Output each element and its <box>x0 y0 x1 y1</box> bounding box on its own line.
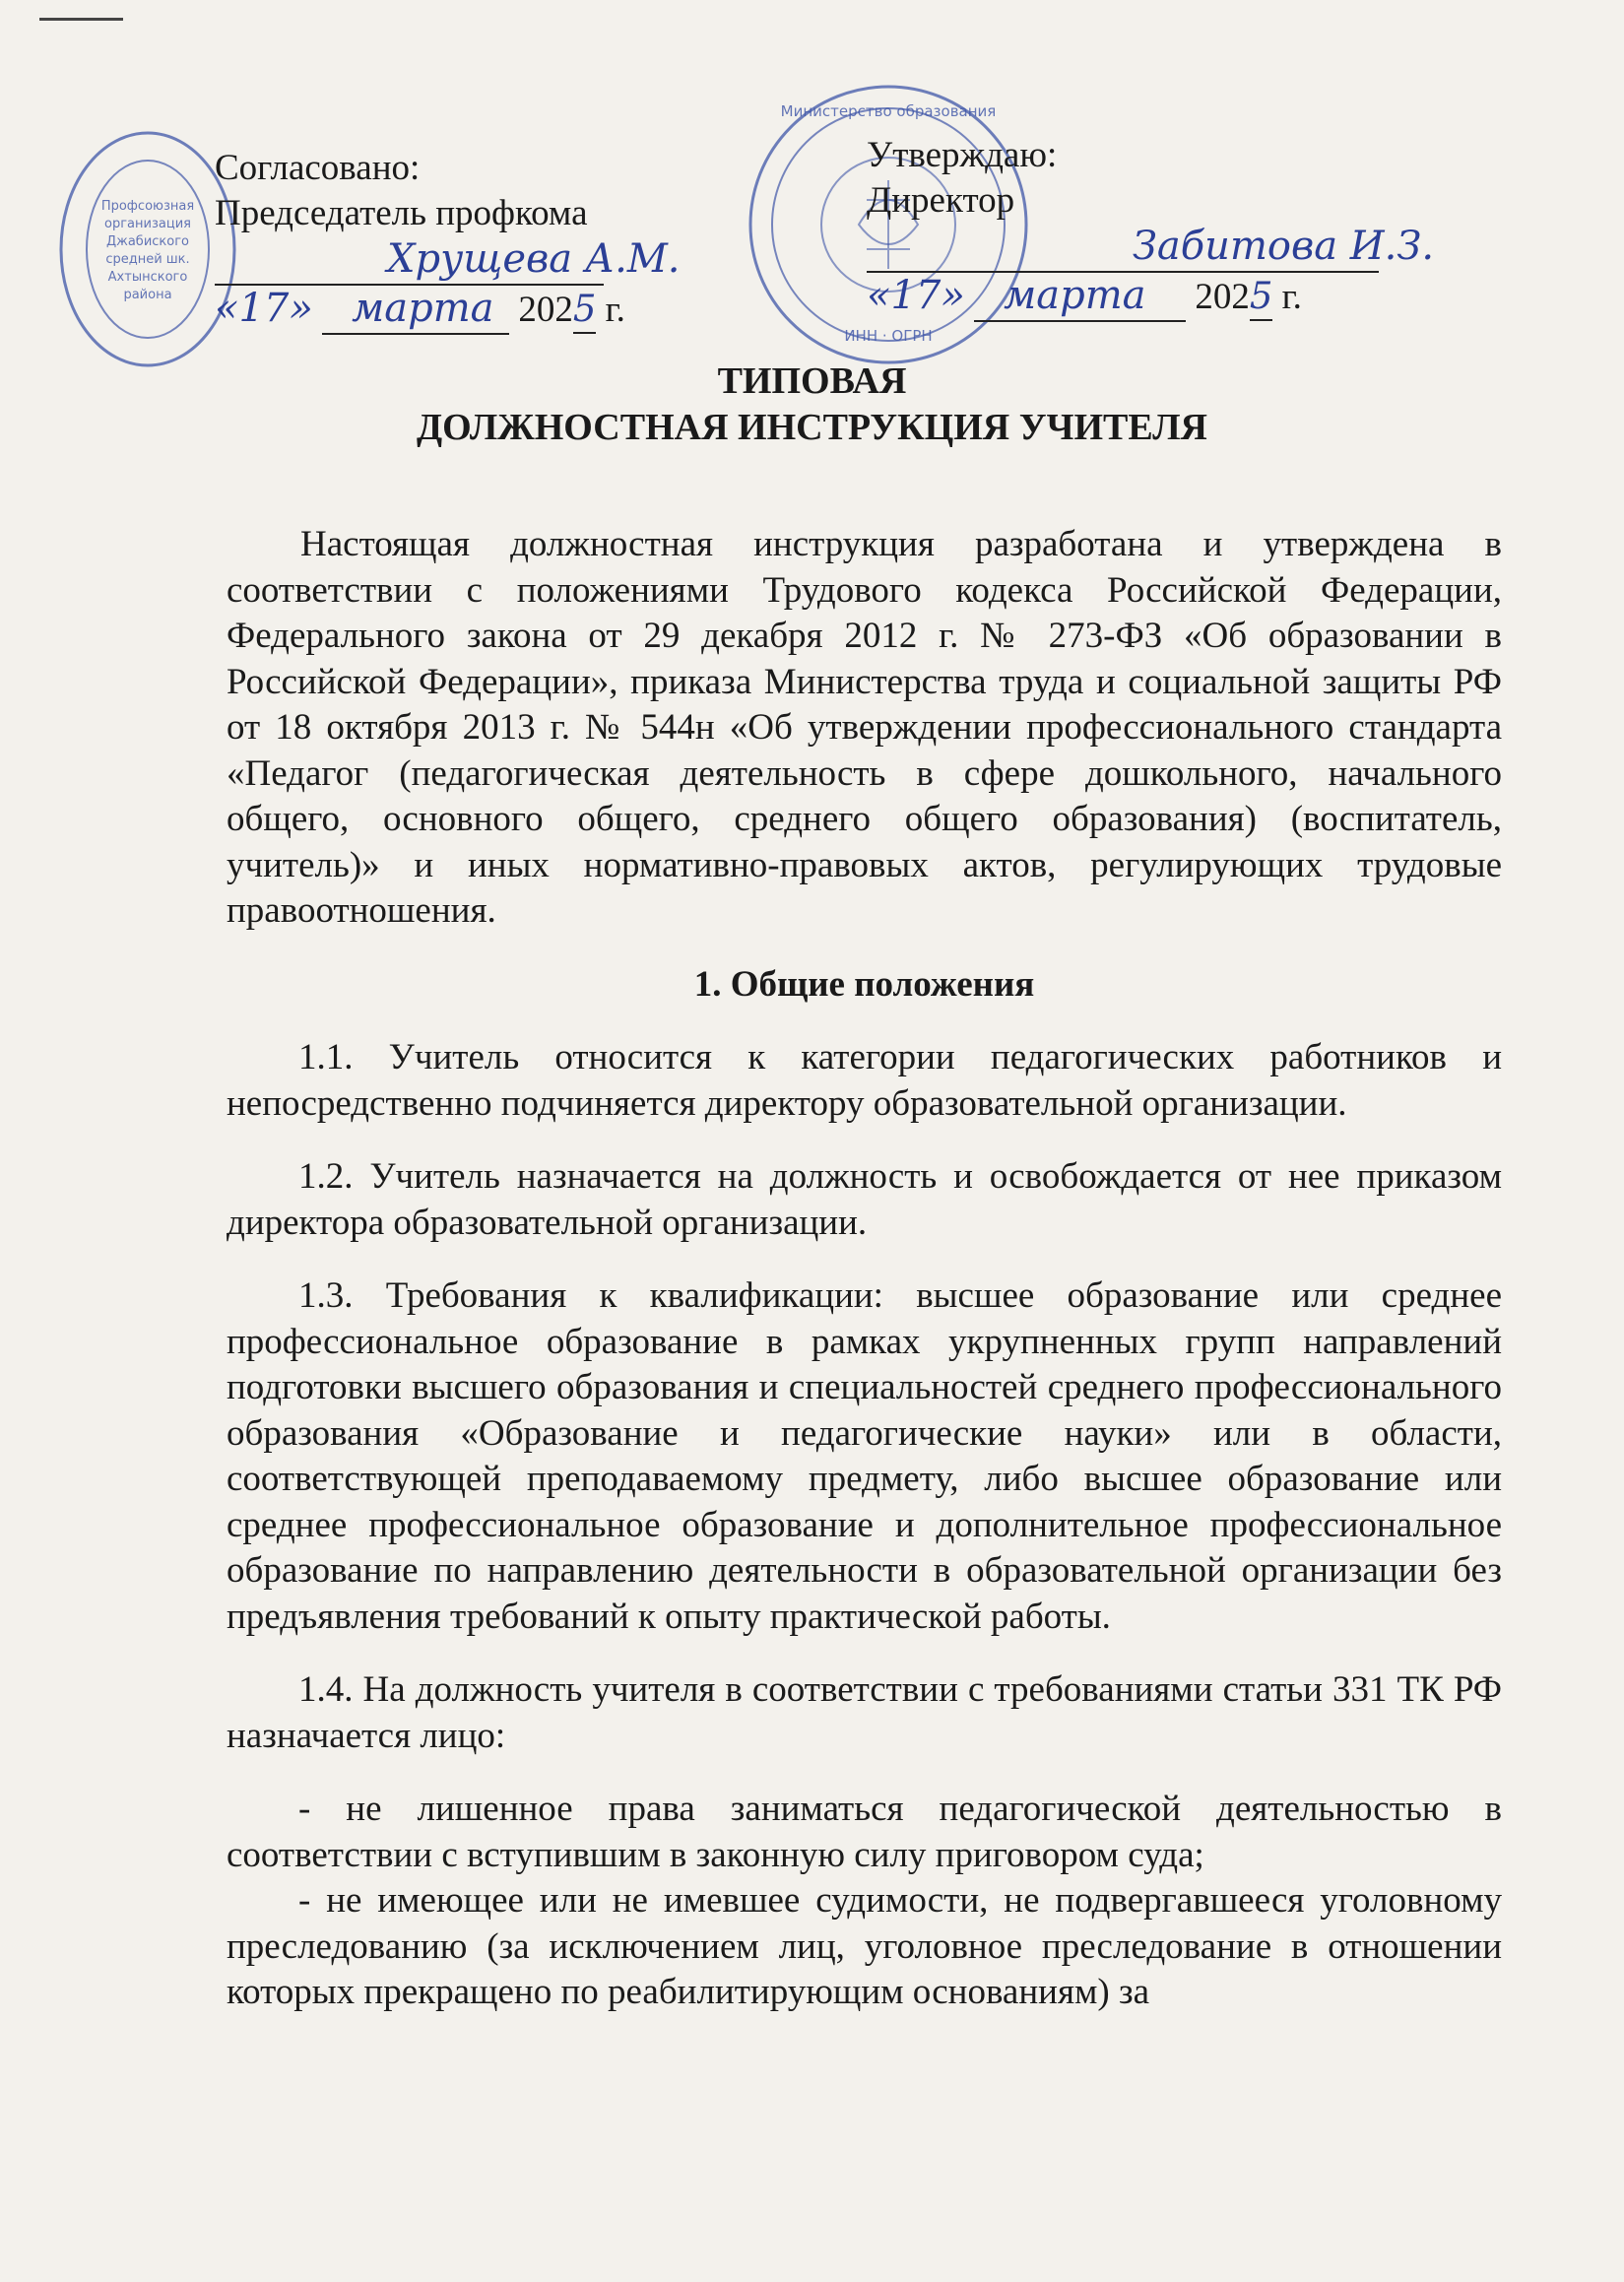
approved-date-year-suffix: 5 <box>1250 274 1273 321</box>
requirement-item: - не имеющее или не имевшее судимости, не подвергавшееся уголовному преследованию (за исключением лиц, уголовное преследование в отношении которых прекращено по реабилитирующим основаниям) за <box>227 1880 1502 2012</box>
agreed-date-year-suffix: 5 <box>573 287 597 334</box>
section-1-title: 1. Общие положения <box>693 963 1035 1005</box>
approved-signature-line <box>867 224 1435 273</box>
requirement-item: - не лишенное права заниматься педагогической деятельностью в соответствии с вступившим в законную силу приговором суда; <box>227 1789 1502 1875</box>
intro-paragraph: Настоящая должностная инструкция разработана и утверждена в соответствии с положениями Трудового кодекса Российской Федерации, Федерального закона от 29 декабря 2012 г. № 273-ФЗ «Об образовании в Российской Федерации», приказа Министерства труда и социальной защиты РФ от 18 октября 2013 г. № 544н «Об утверждении профессионального стандарта «Педагог (педагогическая деятельность в сфере дошкольного, начального общего, основного общего, среднего общего образования) (воспитатель, учитель)» и иных нормативно-правовых актов, регулирующих трудовые правоотношения. <box>227 524 1502 931</box>
clause-1-1: 1.1. Учитель относится к категории педагогических работников и непосредственно подчиняется директору образовательной организации. <box>227 1037 1502 1124</box>
approved-date-line <box>867 273 1379 322</box>
approved-signature: Забитова И.З. <box>1133 224 1435 269</box>
svg-text:Профсоюзная: Профсоюзная <box>100 199 195 214</box>
clause-1-2: 1.2. Учитель назначается на должность и освобождается от нее приказом директора образовательной организации. <box>227 1156 1502 1243</box>
agreed-date-year-prefix: 202 <box>518 290 573 330</box>
approved-position: Директор <box>867 180 1015 221</box>
trade-union-stamp <box>54 116 241 372</box>
approved-date-month: марта <box>1004 273 1146 318</box>
approved-label: Утверждаю: <box>867 135 1058 175</box>
document-title-line1: ТИПОВАЯ <box>717 360 907 402</box>
svg-text:района: района <box>123 288 172 302</box>
agreed-block <box>215 146 681 335</box>
document-body <box>227 522 1502 2016</box>
scan-corner-mark <box>39 18 123 21</box>
svg-text:Ахтынского: Ахтынского <box>107 270 188 285</box>
svg-text:ИНН · ОГРН: ИНН · ОГРН <box>844 327 933 345</box>
agreed-signature-line <box>215 236 681 286</box>
agreed-date-line <box>215 286 625 335</box>
svg-text:средней шк.: средней шк. <box>105 252 190 267</box>
clause-1-3: 1.3. Требования к квалификации: высшее образование или среднее профессиональное образование в рамках укрупненных групп направлений подготовки высшего образования и специальностей среднего профессионального образования «Образование и педагогические науки» или в области, соответствующей преподаваемому предмету, либо высшее образование или среднее профессиональное образование и дополнительное профессиональное образование по направлению деятельности в образовательной организации без предъявления требований к опыту практической работы. <box>227 1275 1502 1637</box>
approved-date-year-unit: г. <box>1281 277 1302 317</box>
approved-date-day: «17» <box>867 273 965 318</box>
agreed-date-day: «17» <box>215 286 313 331</box>
agreed-date-month: марта <box>352 286 494 331</box>
agreed-label: Согласовано: <box>215 148 421 188</box>
agreed-position: Председатель профкома <box>215 193 588 233</box>
approved-block <box>867 133 1435 322</box>
agreed-date-year-unit: г. <box>605 290 625 330</box>
approved-date-year-prefix: 202 <box>1195 277 1250 317</box>
agreed-signature: Хрущева А.М. <box>387 236 681 282</box>
svg-text:Министерство образования: Министерство образования <box>780 102 997 120</box>
svg-text:Джабиского: Джабиского <box>105 234 190 249</box>
svg-text:организация: организация <box>104 217 191 231</box>
clause-1-4: 1.4. На должность учителя в соответствии с требованиями статьи 331 ТК РФ назначается лицо: <box>227 1669 1502 1756</box>
document-title-line2: ДОЛЖНОСТНАЯ ИНСТРУКЦИЯ УЧИТЕЛЯ <box>417 407 1207 448</box>
